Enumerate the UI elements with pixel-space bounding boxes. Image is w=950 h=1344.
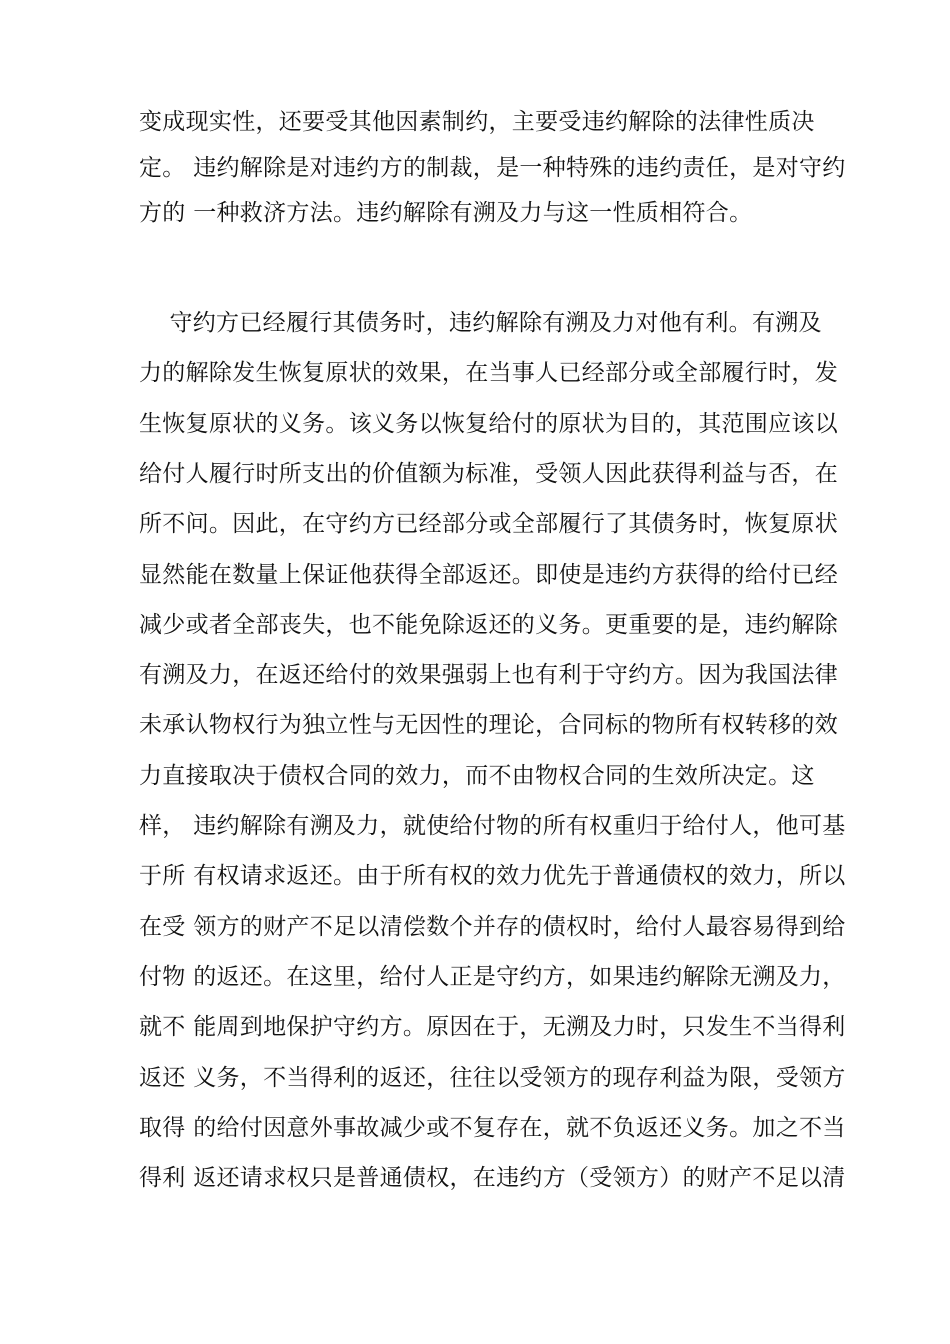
text-line: 于所 有权请求返还。由于所有权的效力优先于普通债权的效力，所以 xyxy=(139,863,846,890)
text-line: 守约方已经履行其债务时，违约解除有溯及力对他有利。有溯及 xyxy=(139,310,822,336)
text-line: 得利 返还请求权只是普通债权，在违约方（受领方）的财产不足以清 xyxy=(139,1165,846,1192)
text-line: 就不 能周到地保护守约方。原因在于，无溯及力时，只发生不当得利 xyxy=(139,1014,846,1041)
text-line: 未承认物权行为独立性与无因性的理论，合同标的物所有权转移的效 xyxy=(139,712,838,739)
text-line: 显然能在数量上保证他获得全部返还。即使是违约方获得的给付已经 xyxy=(139,561,838,588)
text-line: 在受 领方的财产不足以清偿数个并存的债权时，给付人最容易得到给 xyxy=(139,913,846,940)
text-line: 减少或者全部丧失，也不能免除返还的义务。更重要的是，违约解除 xyxy=(139,611,838,638)
text-line: 有溯及力，在返还给付的效果强弱上也有利于守约方。因为我国法律 xyxy=(139,662,838,689)
text-line: 生恢复原状的义务。该义务以恢复给付的原状为目的，其范围应该以 xyxy=(139,410,838,437)
text-line: 付物 的返还。在这里，给付人正是守约方，如果违约解除无溯及力， xyxy=(139,963,846,990)
text-line: 返还 义务，不当得利的返还，往往以受领方的现存利益为限，受领方 xyxy=(139,1064,846,1091)
text-line: 取得 的给付因意外事故减少或不复存在，就不负返还义务。加之不当 xyxy=(139,1114,846,1141)
text-line: 给付人履行时所支出的价值额为标准，受领人因此获得利益与否，在 xyxy=(139,460,838,487)
text-line: 样， 违约解除有溯及力，就使给付物的所有权重归于给付人，他可基 xyxy=(139,813,846,839)
text-line: 所不问。因此，在守约方已经部分或全部履行了其债务时，恢复原状 xyxy=(139,511,838,538)
text-line: 变成现实性，还要受其他因素制约，主要受违约解除的法律性质决 xyxy=(139,109,815,135)
text-line: 力直接取决于债权合同的效力，而不由物权合同的生效所决定。这 xyxy=(139,762,815,789)
text-line: 方的 一种救济方法。违约解除有溯及力与这一性质相符合。 xyxy=(139,200,753,226)
text-line: 力的解除发生恢复原状的效果，在当事人已经部分或全部履行时，发 xyxy=(139,360,838,387)
text-line: 定。 违约解除是对违约方的制裁，是一种特殊的违约责任，是对守约 xyxy=(139,154,846,181)
